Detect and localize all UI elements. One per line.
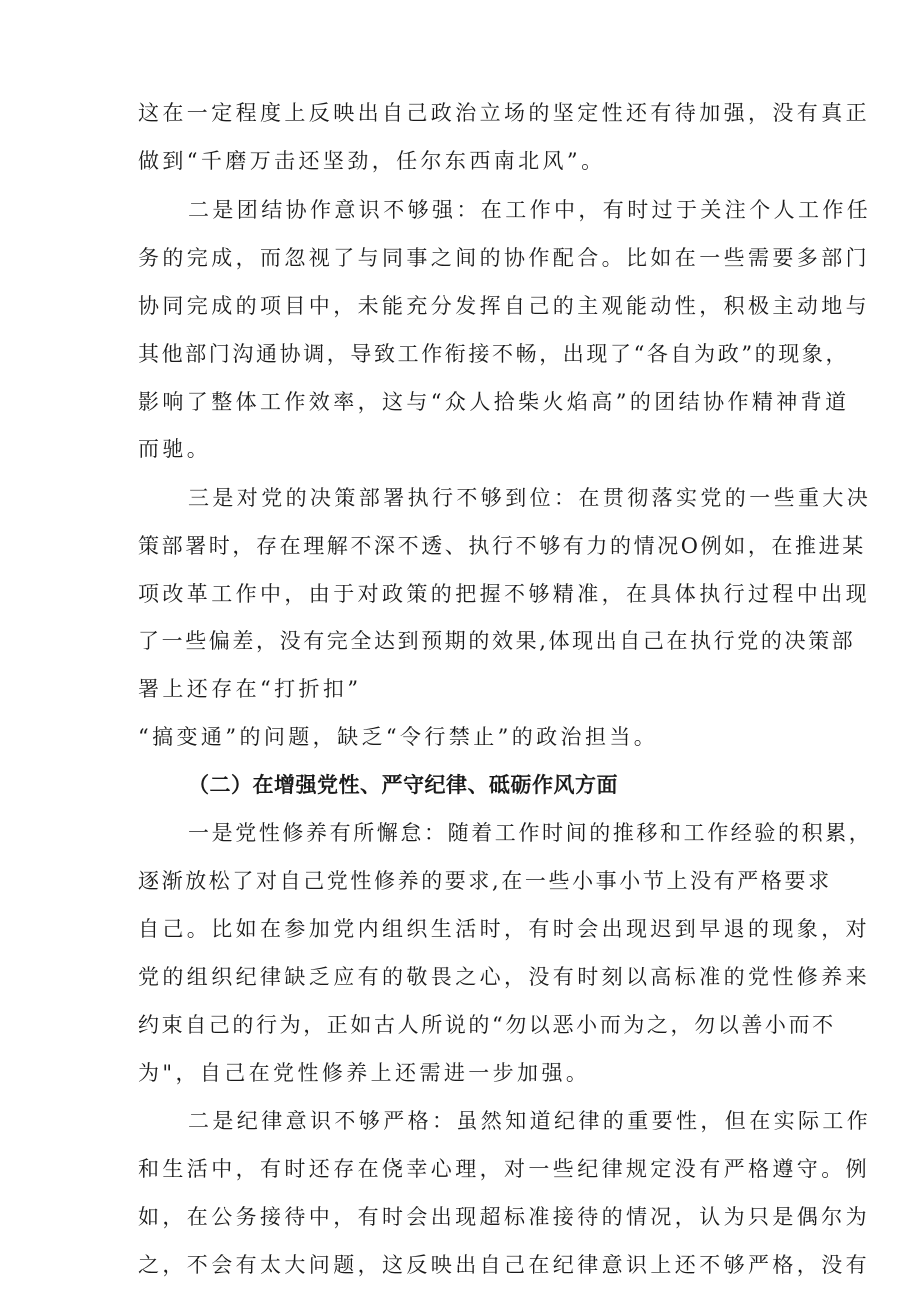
text-line: 约束自己的行为，正如古人所说的“勿以恶小而为之，勿以善小而不: [138, 1013, 836, 1037]
text-line: 其他部门沟通协调，导致工作衔接不畅，出现了“各自为政”的现象，: [138, 342, 850, 366]
text-line: 党的组织纪律缺乏应有的敬畏之心，没有时刻以高标准的党性修养来: [138, 965, 870, 989]
text-line: 二是团结协作意识不够强：在工作中，有时过于关注个人工作任: [188, 198, 872, 222]
text-line: 一是党性修养有所懈怠：随着工作时间的推移和工作经验的积累，: [188, 821, 873, 845]
text-line: 做到“千磨万击还坚劲，任尔东西南北风”。: [138, 149, 606, 173]
text-line: 项改革工作中，由于对政策的把握不够精准，在具体执行过程中出现: [138, 582, 870, 606]
text-line: 协同完成的项目中，未能充分发挥自己的主观能动性，积极主动地与: [138, 294, 870, 318]
text-line: 署上还存在“打折扣”: [138, 677, 362, 701]
text-line: 了一些偏差，没有完全达到预期的效果,体现出自己在执行党的决策部: [138, 629, 856, 653]
text-line: 逐渐放松了对自己党性修养的要求,在一些小事小节上没有严格要求: [138, 869, 832, 893]
text-line: 策部署时，存在理解不深不透、执行不够有力的情况O例如，在推进某: [138, 534, 866, 558]
text-line: “搞变通”的问题，缺乏“令行禁止”的政治担当。: [138, 725, 659, 749]
section-heading: （二）在增强党性、严守纪律、砥砺作风方面: [188, 773, 618, 797]
text-line: 三是对党的决策部署执行不够到位：在贯彻落实党的一些重大决: [188, 486, 872, 510]
text-line: 如，在公务接待中，有时会出现超标准接待的情况，认为只是偶尔为: [138, 1205, 870, 1229]
text-line: 和生活中，有时还存在侥幸心理，对一些纪律规定没有严格遵守。例: [138, 1157, 870, 1181]
text-line: 为"，自己在党性修养上还需进一步加强。: [138, 1061, 591, 1085]
text-line: 务的完成，而忽视了与同事之间的协作配合。比如在一些需要多部门: [138, 246, 870, 270]
text-line: 二是纪律意识不够严格：虽然知道纪律的重要性，但在实际工作: [188, 1109, 872, 1133]
text-line: 之，不会有太大问题，这反映出自己在纪律意识上还不够严格，没有: [138, 1253, 870, 1277]
text-line: 自己。比如在参加党内组织生活时，有时会出现迟到早退的现象，对: [138, 917, 870, 941]
text-line: 影响了整体工作效率，这与“众人拾柴火焰高”的团结协作精神背道: [138, 390, 850, 414]
text-line: 而驰。: [138, 437, 212, 461]
text-line: 这在一定程度上反映出自己政治立场的坚定性还有待加强，没有真正: [138, 101, 870, 125]
